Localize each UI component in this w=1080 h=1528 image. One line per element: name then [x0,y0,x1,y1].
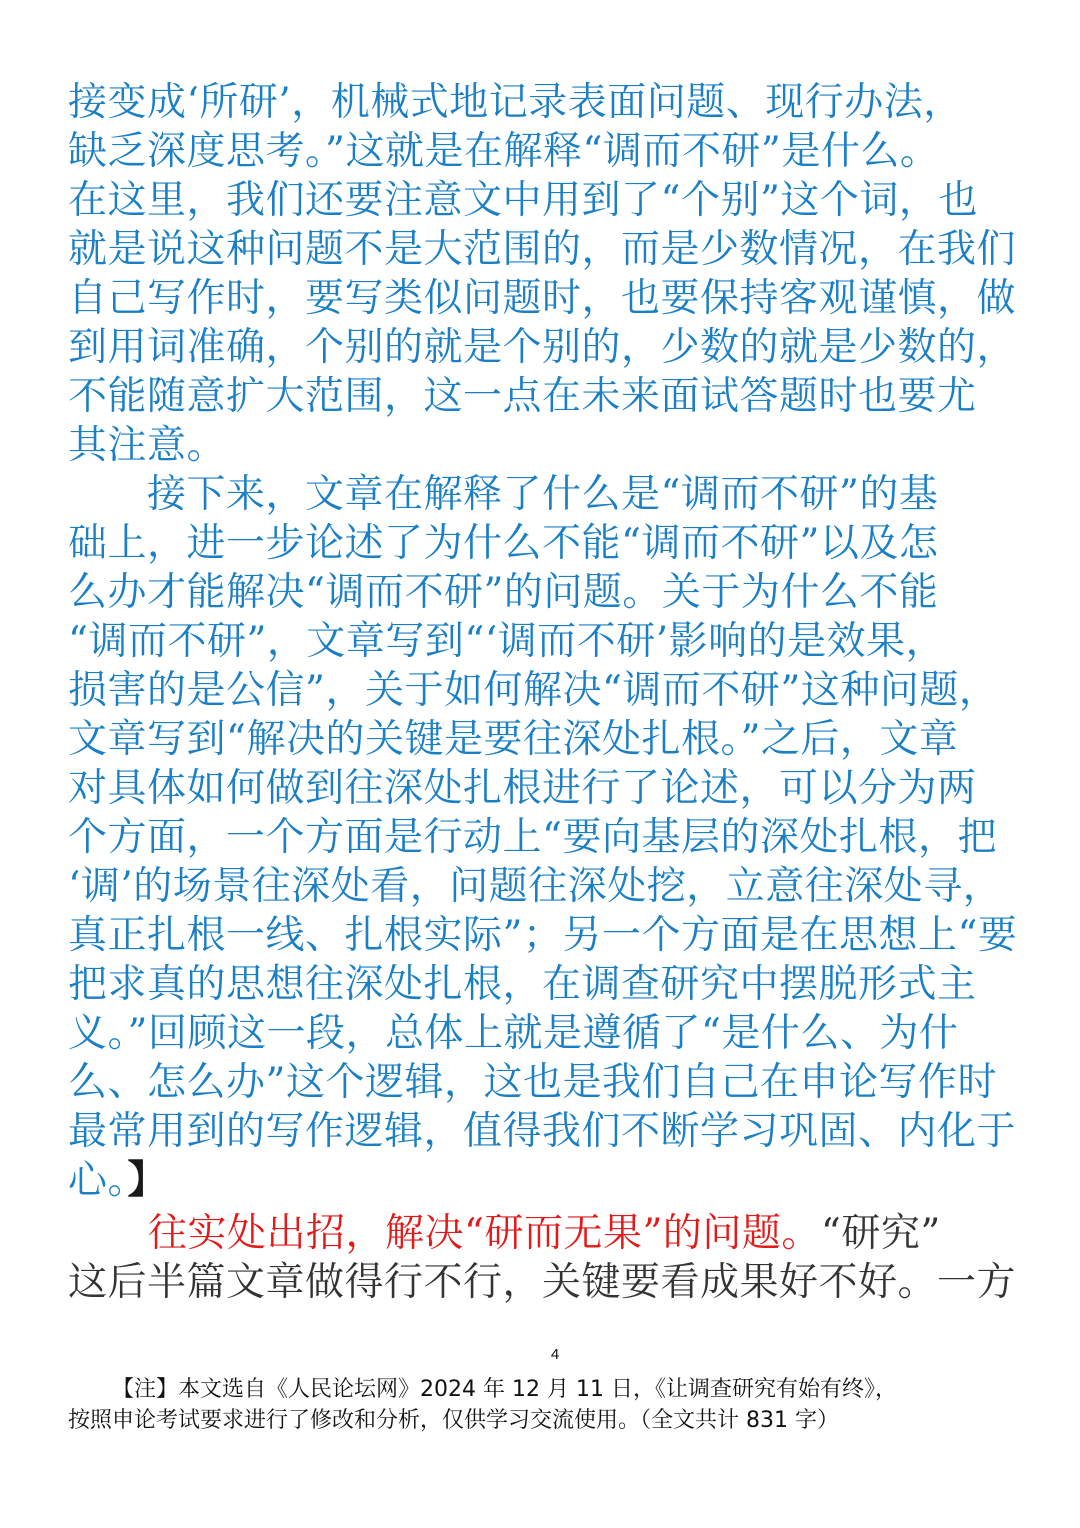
analysis-line: 把求真的思想往深处扎根，在调查研究中摆脱形式主 [68,962,977,1007]
analysis-line: 对具体如何做到往深处扎根进行了论述，可以分为两 [68,766,977,811]
analysis-line: 损害的是公信”，关于如何解决“调而不研”这种问题， [68,668,999,713]
analysis-line: 其注意。 [68,423,227,468]
section-heading: 往实处出招，解决“研而无果”的问题。 [148,1211,821,1256]
analysis-line: ‘调’的场景往深处看，问题往深处挖，立意往深处寻， [68,864,1003,909]
analysis-line: 不能随意扩大范围，这一点在未来面试答题时也要尤 [68,374,977,419]
footnote-line-2: 按照申论考试要求进行了修改和分析，仅供学习交流使用。（全文共计 831 字） [68,1408,839,1433]
analysis-line: 文章写到“解决的关键是要往深处扎根。”之后，文章 [68,717,959,762]
page-number: 4 [550,1346,560,1363]
heading-tail-text: “研究” [820,1211,941,1256]
footnote-line-1: 【注】本文选自《人民论坛网》2024 年 12 月 11 日，《让调查研究有始有终》， [112,1377,897,1402]
analysis-line: 接变成‘所研’，机械式地记录表面问题、现行办法， [68,80,963,125]
analysis-line: 接下来，文章在解释了什么是“调而不研”的基 [68,472,939,517]
analysis-line: 础上，进一步论述了为什么不能“调而不研”以及怎 [68,521,939,566]
closing-bracket: 】 [127,1157,168,1203]
analysis-line: 么、怎么办”这个逻辑，这也是我们自己在申论写作时 [68,1060,997,1105]
analysis-line: 就是说这种问题不是大范围的，而是少数情况，在我们 [68,227,1017,272]
body-text-line: 这后半篇文章做得行不行，关键要看成果好不好。一方 [68,1260,1017,1305]
section-heading-line [148,1209,941,1258]
analysis-line: 在这里，我们还要注意文中用到了“个别”这个词，也 [68,178,978,223]
analysis-line: 义。”回顾这一段，总体上就是遵循了“是什么、为什 [68,1011,959,1056]
analysis-line: 个方面，一个方面是行动上“要向基层的深处扎根，把 [68,815,997,860]
analysis-line: 最常用到的写作逻辑，值得我们不断学习巩固、内化于 [68,1109,1017,1154]
analysis-line: 缺乏深度思考。”这就是在解释“调而不研”是什么。 [68,129,940,174]
analysis-line: “调而不研”，文章写到“‘调而不研’影响的是效果， [68,619,946,664]
analysis-last-text: 心。 [68,1158,128,1203]
analysis-line: 自己写作时，要写类似问题时，也要保持客观谨慎，做 [68,276,1017,321]
analysis-line: 真正扎根一线、扎根实际”；另一个方面是在思想上“要 [68,913,1018,958]
analysis-last-line [68,1156,167,1205]
analysis-line: 么办才能解决“调而不研”的问题。关于为什么不能 [68,570,939,615]
analysis-line: 到用词准确，个别的就是个别的，少数的就是少数的， [68,325,1017,370]
